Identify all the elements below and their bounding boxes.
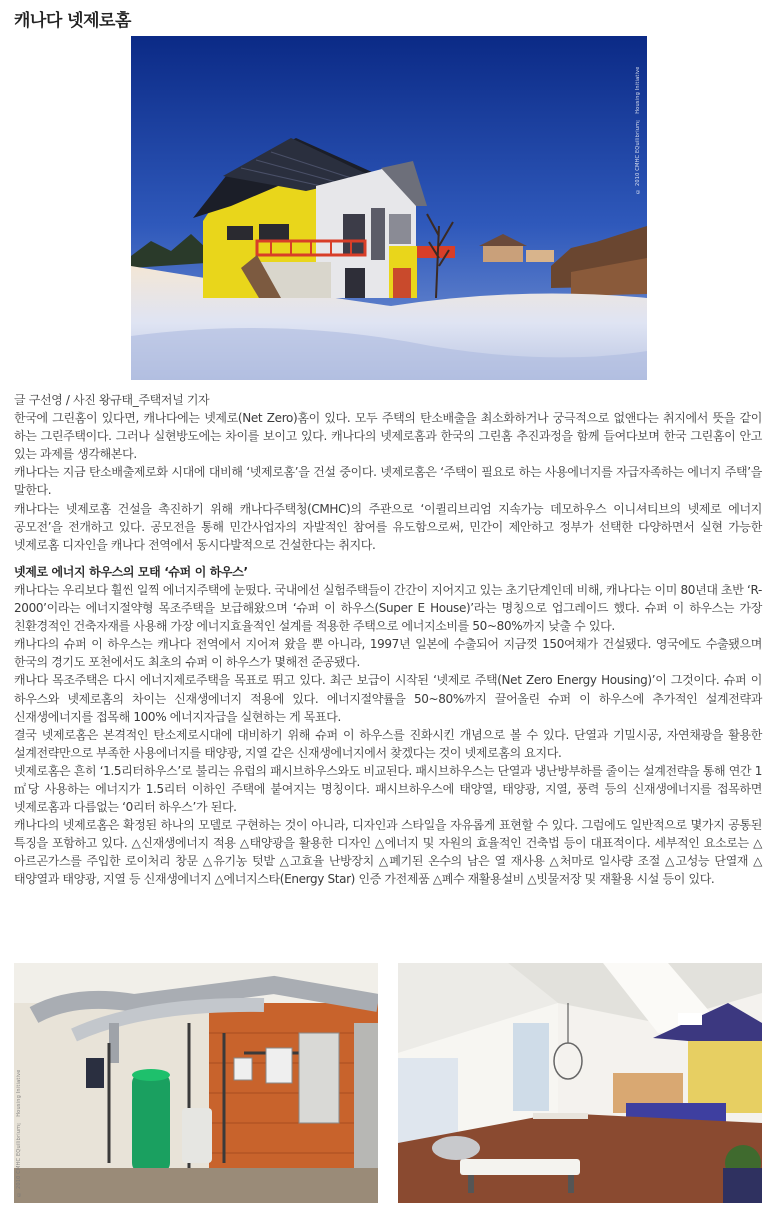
- intro-paragraph: 캐나다는 지금 탄소배출제로화 시대에 대비해 ‘넷제로홈’을 건설 중이다. 넷제로홈은 ‘주택이 필요로 하는 사용에너지를 자급자족하는 에너지 주택’을 말한다.: [14, 465, 762, 498]
- photo-credit: © 2010 CMHC EQuilibrium™ Housing Initiative: [635, 66, 641, 194]
- mechanical-room-photo: [14, 963, 378, 1203]
- photo-credit: © 2010 CMHC EQuilibrium™ Housing Initiative: [16, 1069, 22, 1197]
- intro-paragraph: 한국에 그린홈이 있다면, 캐나다에는 넷제로(Net Zero)홈이 있다. 모두 주택의 탄소배출을 최소화하거나 궁극적으로 없앤다는 취지에서 뜻을 같이 하는 그린주택이다. 그러나 실현방도에는 차이를 보이고 있다. 캐나다의 넷제로홈과 한국의 그린홈 추진과정을 함께 들여다보며 한국 그린홈이 안고 있는 과제를 생각해본다.: [14, 411, 762, 462]
- section-paragraph: 캐나다는 우리보다 훨씬 일찍 에너지주택에 눈떴다. 국내에선 실험주택들이 간간이 지어지고 있는 초기단계인데 비해, 캐나다는 이미 80년대 초반 ‘R-2000’이라는 에너지절약형 목조주택을 보급해왔으며 ‘슈퍼 이 하우스(Super E House)’라는 명칭으로 업그레이드 했다. 슈퍼 이 하우스는 가장 친환경적인 건축자재를 사용해 가장 에너지효율적인 설계를 적용한 주택으로 에너지소비를 50~80%까지 낮출 수 있다.: [14, 582, 762, 634]
- section-paragraph: 캐나다의 넷제로홈은 확정된 하나의 모델로 구현하는 것이 아니라, 디자인과 스타일을 자유롭게 표현할 수 있다. 그럼에도 일반적으로 몇가지 공통된 특징을 포함하고 있다. △신재생에너지 적용 △태양광을 활용한 디자인 △에너지 및 자원의 효율적인 건축법 등이 대표적이다. 세부적인 요소로는 △아르곤가스를 주입한 로이처리 창문 △유기농 텃밭 △고효율 난방장치 △폐기된 온수의 남은 열 재사용 △처마로 일사량 조절 △고성능 단열재 △태양열과 태양광, 지열 등 신재생에너지 △에너지스타(Energy Star) 인증 가전제품 △폐수 재활용설비 △빗물저장 및 재활용 시설 등이 있다.: [14, 818, 762, 887]
- section-heading: 넷제로 에너지 하우스의 모태 ‘슈퍼 이 하우스’: [14, 564, 248, 579]
- section-paragraph: 캐나다 목조주택은 다시 에너지제로주택을 목표로 뛰고 있다. 최근 보급이 시작된 ‘넷제로 주택(Net Zero Energy Housing)’이 그것이다. 슈퍼 이 하우스와 넷제로홈의 차이는 신재생에너지 적용에 있다. 에너지절약률을 50~80%까지 끌어올린 슈퍼 이 하우스에 추가적인 설계전략과 신재생에너지를 접목해 100% 에너지자급을 실현하는 게 목표다.: [14, 673, 762, 724]
- section-paragraph: 넷제로홈은 흔히 ‘1.5리터하우스’로 불리는 유럽의 패시브하우스와도 비교된다. 패시브하우스는 단열과 냉난방부하를 줄이는 설계전략을 통해 연간 1㎡당 사용하는 에너지가 1.5리터 이하인 주택에 붙여지는 명칭이다. 패시브하우스에 태양열, 태양광, 지열, 풍력 등의 신재생에너지를 접목하면 넷제로홈과 다름없는 ‘0리터 하우스’가 된다.: [14, 763, 762, 815]
- net-zero-house-photo: [131, 36, 647, 380]
- section-gap: [14, 554, 762, 563]
- section-paragraph: 캐나다의 슈퍼 이 하우스는 캐나다 전역에서 지어져 왔을 뿐 아니라, 1997년 일본에 수출되어 지금껏 150여채가 건설됐다. 영국에도 수출됐으며 한국의 경기도 포천에서도 최초의 슈퍼 이 하우스가 몇해전 준공됐다.: [14, 637, 762, 670]
- article-body: [14, 391, 762, 889]
- section-paragraph: 결국 넷제로홈은 본격적인 탄소제로시대에 대비하기 위해 슈퍼 이 하우스를 진화시킨 개념으로 볼 수 있다. 단열과 기밀시공, 자연채광을 활용한 설계전략만으로 부족한 사용에너지를 태양광, 지열 같은 신재생에너지에서 찾겠다는 것이 넷제로홈의 요지다.: [14, 727, 762, 760]
- intro-paragraph: 캐나다는 넷제로홈 건설을 촉진하기 위해 캐나다주택청(CMHC)의 주관으로 ‘이퀼리브리엄 지속가능 데모하우스 이니셔티브의 넷제로 에너지 공모전’을 전개하고 있다. 공모전을 통해 민간사업자의 자발적인 참여를 유도함으로써, 민간이 제안하고 정부가 선택한 다양하면서 실현 가능한 넷제로홈 디자인을 캐나다 전역에서 동시다발적으로 건설한다는 취지다.: [14, 501, 762, 552]
- byline: 글 구선영 / 사진 왕규태_주택저널 기자: [14, 393, 210, 407]
- page-title: 캐나다 넷제로홈: [14, 11, 131, 31]
- interior-photo: [398, 963, 762, 1203]
